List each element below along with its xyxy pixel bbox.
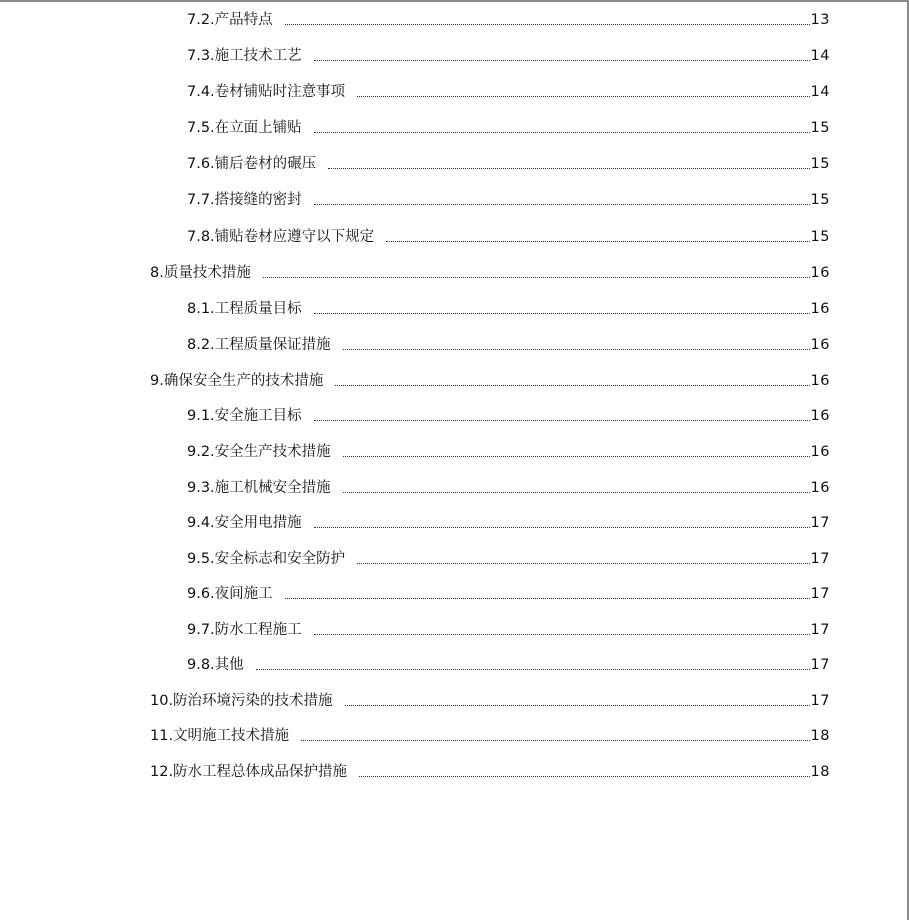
toc-page-number: 17 [810, 586, 830, 602]
toc-dot-leader [285, 598, 810, 599]
toc-dot-leader [314, 527, 810, 528]
toc-page-number: 16 [810, 265, 830, 281]
toc-entry-title: 8.2.工程质量保证措施 [187, 337, 331, 353]
toc-entry[interactable] [187, 546, 830, 568]
toc-page-number: 15 [810, 156, 830, 172]
toc-entry-title: 9.6.夜间施工 [187, 586, 273, 602]
toc-entry[interactable] [150, 368, 830, 390]
toc-page-number: 17 [810, 622, 830, 638]
toc-page-number: 14 [810, 84, 830, 100]
toc-page-number: 16 [810, 373, 830, 389]
toc-dot-leader [343, 456, 810, 457]
toc-entry-title: 8.1.工程质量目标 [187, 301, 302, 317]
toc-entry-title: 7.5.在立面上铺贴 [187, 120, 302, 136]
toc-entry[interactable] [187, 7, 830, 29]
toc-dot-leader [285, 24, 810, 25]
toc-dot-leader [314, 60, 810, 61]
toc-entry-title: 9.7.防水工程施工 [187, 622, 302, 638]
toc-dot-leader [335, 385, 809, 386]
toc-page-number: 17 [810, 693, 830, 709]
toc-entry-title: 7.6.铺后卷材的碾压 [187, 156, 317, 172]
toc-dot-leader [343, 349, 810, 350]
toc-page-number: 15 [810, 229, 830, 245]
toc-entry-title: 9.1.安全施工目标 [187, 408, 302, 424]
toc-entry-title: 8.质量技术措施 [150, 265, 251, 281]
toc-entry[interactable] [187, 581, 830, 603]
toc-entry-title: 9.5.安全标志和安全防护 [187, 551, 346, 567]
toc-entry[interactable] [187, 510, 830, 532]
toc-entry[interactable] [187, 296, 830, 318]
toc-entry-title: 9.3.施工机械安全措施 [187, 480, 331, 496]
toc-dot-leader [314, 313, 810, 314]
toc-dot-leader [345, 705, 810, 706]
toc-page-number: 14 [810, 48, 830, 64]
toc-dot-leader [301, 740, 809, 741]
toc-entry-title: 9.2.安全生产技术措施 [187, 444, 331, 460]
toc-dot-leader [314, 132, 810, 133]
toc-page-number: 16 [810, 408, 830, 424]
toc-dot-leader [357, 563, 809, 564]
toc-dot-leader [263, 277, 810, 278]
toc-dot-leader [314, 420, 810, 421]
toc-entry-title: 7.3.施工技术工艺 [187, 48, 302, 64]
toc-entry-title: 7.8.铺贴卷材应遵守以下规定 [187, 229, 375, 245]
toc-entry[interactable] [150, 759, 830, 781]
toc-dot-leader [359, 776, 809, 777]
toc-entry-title: 7.2.产品特点 [187, 12, 273, 28]
toc-dot-leader [314, 204, 810, 205]
toc-page-number: 16 [810, 444, 830, 460]
toc-page-number: 16 [810, 337, 830, 353]
toc-dot-leader [357, 96, 809, 97]
toc-entry[interactable] [187, 403, 830, 425]
toc-entry[interactable] [187, 332, 830, 354]
toc-page-number: 16 [810, 480, 830, 496]
toc-entry[interactable] [187, 79, 830, 101]
toc-page-number: 13 [810, 12, 830, 28]
toc-entry-title: 9.确保安全生产的技术措施 [150, 373, 324, 389]
toc-entry[interactable] [187, 43, 830, 65]
toc-entry-title: 7.7.搭接缝的密封 [187, 192, 302, 208]
toc-entry-title: 9.4.安全用电措施 [187, 515, 302, 531]
toc-entry-title: 11.文明施工技术措施 [150, 728, 290, 744]
toc-entry[interactable] [187, 617, 830, 639]
toc-dot-leader [328, 168, 809, 169]
toc-entry[interactable] [150, 260, 830, 282]
toc-page-number: 17 [810, 551, 830, 567]
toc-entry-title: 12.防水工程总体成品保护措施 [150, 764, 348, 780]
toc-entry-title: 7.4.卷材铺贴时注意事项 [187, 84, 346, 100]
toc-entry[interactable] [187, 115, 830, 137]
toc-page-number: 16 [810, 301, 830, 317]
toc-entry[interactable] [187, 151, 830, 173]
toc-entry[interactable] [187, 187, 830, 209]
toc-page-number: 18 [810, 728, 830, 744]
toc-page-number: 15 [810, 120, 830, 136]
toc-page-number: 15 [810, 192, 830, 208]
toc-entry[interactable] [150, 688, 830, 710]
toc-page-number: 17 [810, 657, 830, 673]
toc-entry-title: 10.防治环境污染的技术措施 [150, 693, 333, 709]
toc-dot-leader [386, 241, 809, 242]
toc-dot-leader [343, 492, 810, 493]
toc-entry-title: 9.8.其他 [187, 657, 244, 673]
toc-dot-leader [314, 634, 810, 635]
toc-entry[interactable] [150, 723, 830, 745]
toc-entry[interactable] [187, 652, 830, 674]
toc-entry[interactable] [187, 224, 830, 246]
toc-entry[interactable] [187, 475, 830, 497]
toc-entry[interactable] [187, 439, 830, 461]
toc-page-number: 17 [810, 515, 830, 531]
toc-page-number: 18 [810, 764, 830, 780]
toc-dot-leader [256, 669, 810, 670]
